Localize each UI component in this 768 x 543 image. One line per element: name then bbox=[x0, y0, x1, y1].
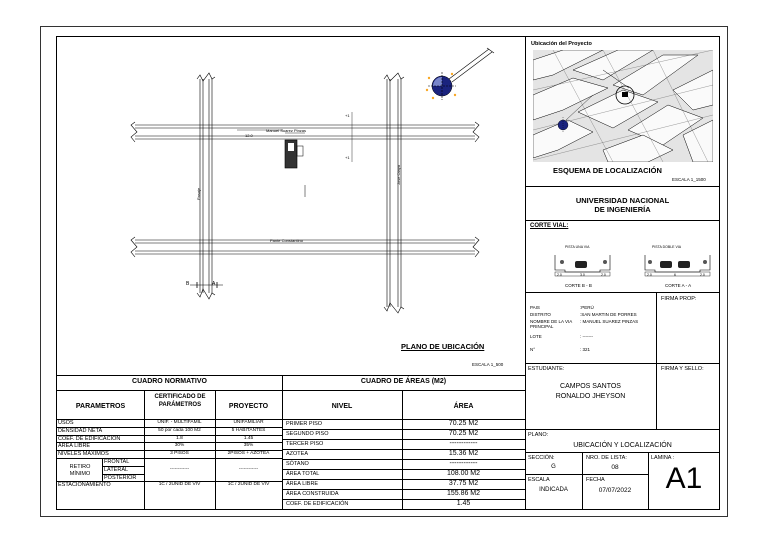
street-label-south: Pante Constantino bbox=[270, 238, 303, 243]
retiro-item-posterior: POSTERIOR bbox=[104, 474, 137, 481]
normativo-proj-cell: 5 HABITANTES bbox=[231, 427, 266, 433]
normativo-proj-cell: 35% bbox=[243, 443, 254, 449]
fecha-value: 07/07/2022 bbox=[598, 487, 632, 494]
section-b-marker: B bbox=[186, 281, 190, 287]
student-label: ESTUDIANTE: bbox=[528, 366, 565, 372]
normativo-cert-cell: 50 por cada 100 M2 bbox=[158, 427, 201, 433]
svg-text:+1: +1 bbox=[345, 113, 350, 118]
info-value-via: : MANUEL SUAREZ PINZAS bbox=[580, 319, 639, 324]
lista-label: NRO. DE LISTA: bbox=[586, 455, 627, 461]
areas-nivel-cell: ÁREA LIBRE bbox=[286, 481, 319, 487]
areas-nivel-cell: SÓTANO bbox=[286, 461, 309, 467]
location-scale: ESCALA 1_1500 bbox=[672, 177, 706, 182]
road-b-dim-2: 3.0 bbox=[580, 273, 585, 277]
normativo-param-cell: DENSIDAD NETA bbox=[58, 427, 103, 434]
info-label-lote: LOTE bbox=[530, 334, 542, 339]
location-header: Ubicación del Proyecto bbox=[531, 41, 592, 47]
areas-value-cell: 37.75 M2 bbox=[448, 480, 479, 487]
areas-value-cell: ------------ bbox=[449, 460, 478, 467]
location-plan bbox=[57, 37, 525, 375]
escala-value: INDICADA bbox=[539, 487, 568, 493]
normativo-cert-cell: 3 PISOS bbox=[170, 451, 189, 457]
section-a-marker: A bbox=[212, 281, 216, 287]
areas-nivel-cell: TERCER PISO bbox=[286, 441, 324, 447]
north-arrow-icon bbox=[426, 48, 494, 100]
areas-value-cell: 15.36 M2 bbox=[448, 450, 479, 457]
normativo-proj-cell: UNIFAMILIAR bbox=[233, 420, 264, 425]
lamina-label: LAMINA : bbox=[651, 455, 675, 461]
areas-value-cell: 155.86 M2 bbox=[446, 490, 481, 497]
info-label-pais: PAIS bbox=[530, 305, 540, 310]
areas-nivel-cell: PRIMER PISO bbox=[286, 421, 323, 427]
lista-value: 08 bbox=[611, 464, 619, 471]
university-name-line2: DE INGENIERÍA bbox=[594, 205, 651, 214]
normativo-cert-cell: 1.8 bbox=[176, 435, 183, 441]
areas-value-cell: 108.00 M2 bbox=[446, 470, 481, 477]
normativo-param-cell: NIVELES MÁXIMOS bbox=[58, 451, 109, 458]
areas-value-cell: 1.45 bbox=[456, 500, 471, 507]
street-label-north: Manuel Suarez Pinzas bbox=[266, 128, 307, 133]
normativo-cert-cell: UNIF. - MULTIFAMIL bbox=[157, 420, 202, 425]
firma-prop-label: FIRMA PROP: bbox=[661, 296, 697, 302]
road-a-dim-3: 2.0 bbox=[700, 273, 705, 277]
areas-nivel-cell: AZOTEA bbox=[286, 451, 309, 457]
university-name-line1: UNIVERSIDAD NACIONAL bbox=[575, 196, 670, 205]
retiro-label-2: MÍNIMO bbox=[69, 471, 91, 477]
road-section-diagrams bbox=[550, 250, 715, 280]
road-section-header: CORTE VIAL: bbox=[530, 223, 569, 229]
normativo-param-cell: AREA LIBRE bbox=[58, 443, 91, 450]
road-a-dim-1: 2.0 bbox=[647, 273, 652, 277]
svg-text:+1: +1 bbox=[345, 155, 350, 160]
escala-label: ESCALA bbox=[528, 477, 550, 483]
info-label-via: NOMBRE DE LA VIA PRINCIPAL bbox=[530, 319, 573, 329]
street-north-dimension: 12.0 bbox=[245, 133, 253, 138]
firma-sello-label: FIRMA Y SELLO: bbox=[661, 366, 704, 372]
road-b-dim-3: 2.0 bbox=[601, 273, 606, 277]
areas-nivel-cell: ÁREA CONSTRUIDA bbox=[286, 491, 339, 497]
one-way-label: PISTA UNA VIA bbox=[565, 245, 590, 249]
street-label-west: Pasaje bbox=[196, 187, 201, 200]
normativo-cert-cell: 30% bbox=[174, 443, 185, 449]
retiro-item-lateral: LATERAL bbox=[104, 466, 129, 473]
info-value-numero: : 321 bbox=[580, 347, 591, 352]
areas-nivel-cell: COEF. DE EDIFICACIÓN bbox=[286, 501, 349, 507]
plano-value: UBICACIÓN Y LOCALIZACIÓN bbox=[573, 442, 672, 449]
plan-scale: ESCALA 1_500 bbox=[472, 362, 504, 367]
seccion-value: G bbox=[551, 464, 556, 470]
normativo-header-proj: PROYECTO bbox=[228, 403, 269, 410]
retiro-proj-cell: ------------ bbox=[238, 466, 259, 472]
info-label-distrito: DISTRITO bbox=[530, 312, 551, 317]
normativo-proj-cell: 1C / 2UNID DE VIV bbox=[227, 482, 270, 488]
student-name-line1: CAMPOS SANTOS bbox=[560, 383, 621, 390]
areas-nivel-cell: SEGUNDO PISO bbox=[286, 431, 329, 437]
areas-title: CUADRO DE ÁREAS (M2) bbox=[360, 378, 447, 385]
retiro-item-frontal: FRONTAL bbox=[104, 459, 130, 465]
retiro-cert-cell: ------------ bbox=[169, 466, 190, 472]
student-name-line2: RONALDO JHEYSON bbox=[555, 393, 626, 400]
normativo-header-param: PARAMETROS bbox=[75, 403, 126, 410]
road-b-dim-1: 2.0 bbox=[557, 273, 562, 277]
lamina-value: A1 bbox=[665, 462, 703, 495]
areas-nivel-cell: ÁREA TOTAL bbox=[286, 471, 320, 477]
plano-label: PLANO: bbox=[528, 432, 549, 438]
info-value-distrito: :SAN MARTIN DE PORRES bbox=[580, 312, 637, 317]
normativo-param-cell: ESTACIONAMIENTO bbox=[58, 482, 111, 489]
normativo-param-cell: USOS bbox=[58, 420, 74, 426]
location-schema bbox=[533, 50, 713, 162]
retiro-label: RETIRO bbox=[69, 464, 91, 470]
areas-value-cell: 70.25 M2 bbox=[448, 420, 479, 427]
cut-a-label: CORTE A - A bbox=[665, 283, 692, 288]
location-title: ESQUEMA DE LOCALIZACIÓN bbox=[553, 166, 662, 175]
normativo-proj-cell: 1.45 bbox=[243, 435, 254, 441]
normativo-cert-cell: 1C / 2UNID DE VIV bbox=[158, 482, 201, 488]
info-label-numero: N° bbox=[530, 347, 536, 352]
areas-value-cell: ------------ bbox=[449, 440, 478, 447]
info-value-pais: :PERÚ bbox=[580, 305, 594, 310]
info-value-lote: : ------- bbox=[580, 334, 593, 339]
normativo-title: CUADRO NORMATIVO bbox=[132, 378, 207, 385]
street-label-east: Jose Olaya bbox=[396, 164, 401, 185]
road-a-dim-2: 6 bbox=[674, 273, 676, 277]
seccion-label: SECCIÓN: bbox=[528, 455, 555, 461]
two-way-label: PISTA DOBLE VIA bbox=[652, 245, 682, 249]
normativo-header-cert: CERTIFICADO DE PARÁMETROS bbox=[154, 394, 206, 408]
cut-b-label: CORTE B - B bbox=[565, 283, 592, 288]
areas-header-nivel: NIVEL bbox=[331, 403, 353, 410]
normativo-proj-cell: 2PISOS + AZOTEA bbox=[227, 451, 270, 457]
normativo-param-cell: COEF. DE EDIFICACIÓN bbox=[58, 435, 121, 442]
plan-title: PLANO DE UBICACIÓN bbox=[401, 342, 485, 351]
areas-header-area: ÁREA bbox=[453, 403, 474, 410]
areas-value-cell: 70.25 M2 bbox=[448, 430, 479, 437]
fecha-label: FECHA bbox=[586, 477, 605, 483]
